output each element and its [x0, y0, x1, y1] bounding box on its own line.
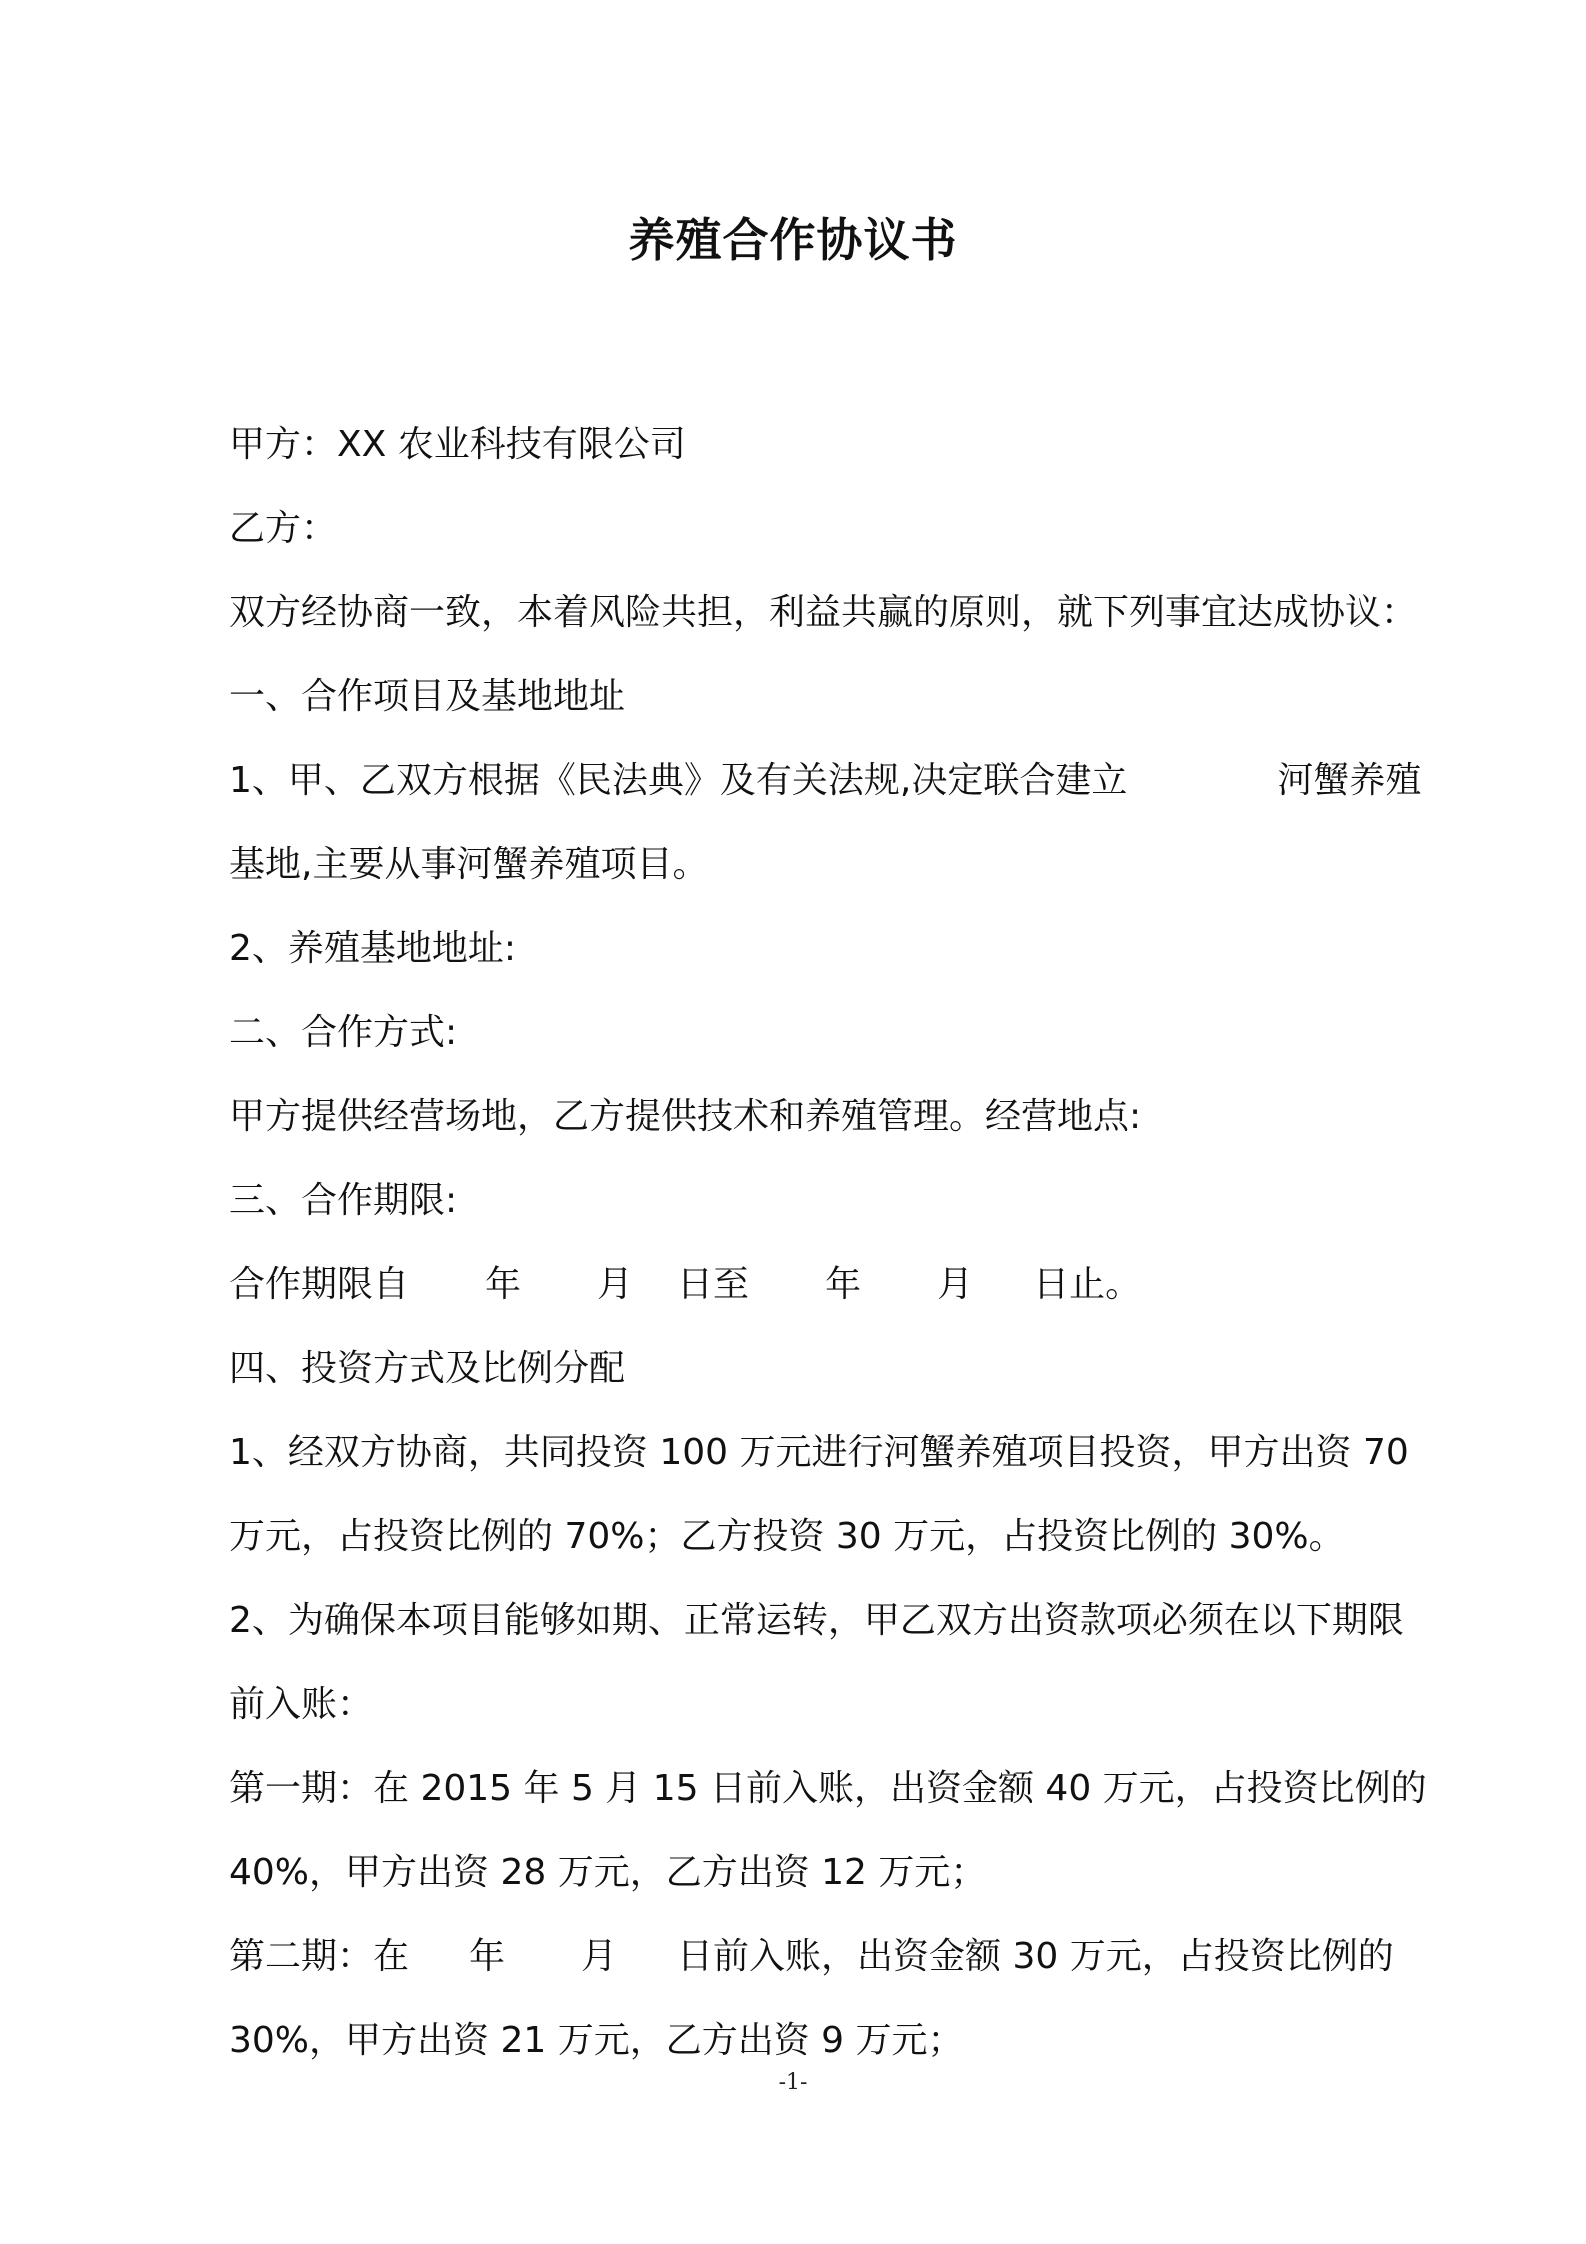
- item-4-1-line: 1、经双方协商，共同投资 100 万元进行河蟹养殖项目投资，甲方出资 70: [229, 1432, 1409, 1473]
- term-line: [229, 1243, 1449, 1327]
- item-1-1-text-end: 河蟹养殖: [1277, 760, 1422, 801]
- phase-2-continued: 30%，甲方出资 21 万元，乙方出资 9 万元；: [229, 2020, 964, 2061]
- page-number: -1-: [778, 2070, 808, 2095]
- document-body: [229, 403, 1449, 2083]
- item-4-1-continued: 万元，占投资比例的 70%；乙方投资 30 万元，占投资比例的 30%。: [229, 1516, 1345, 1557]
- phase-2-prefix: 第二期：在: [229, 1936, 410, 1977]
- phase-2-year: 年: [469, 1936, 506, 1977]
- item-1-1-continued: 基地,主要从事河蟹养殖项目。: [229, 844, 709, 885]
- term-day-end: 日止。: [1033, 1264, 1142, 1305]
- document-title: 养殖合作协议书: [628, 213, 958, 267]
- term-prefix: 合作期限自: [229, 1264, 410, 1305]
- phase-2-month: 月: [581, 1936, 618, 1977]
- phase-2-rest: 日前入账，出资金额 30 万元，占投资比例的: [677, 1936, 1394, 1977]
- term-day-to: 日至: [677, 1264, 750, 1305]
- preamble-line: 双方经协商一致，本着风险共担，利益共赢的原则，就下列事宜达成协议：: [229, 592, 1418, 633]
- term-month-start: 月: [597, 1264, 634, 1305]
- section-4-heading: 四、投资方式及比例分配: [229, 1348, 626, 1389]
- term-year-start: 年: [485, 1264, 522, 1305]
- party-b-line: 乙方：: [229, 508, 338, 549]
- section-2-heading: 二、合作方式:: [229, 1012, 458, 1053]
- section-3-heading: 三、合作期限:: [229, 1180, 458, 1221]
- item-4-2-line: 2、为确保本项目能够如期、正常运转，甲乙双方出资款项必须在以下期限: [229, 1600, 1404, 1641]
- party-a-line: 甲方：XX 农业科技有限公司: [229, 424, 686, 465]
- item-1-2-line: 2、养殖基地地址:: [229, 928, 517, 969]
- phase-1-line: 第一期：在 2015 年 5 月 15 日前入账，出资金额 40 万元，占投资比例的: [229, 1768, 1427, 1809]
- item-1-1-line: [229, 739, 1449, 823]
- item-1-1-text: 1、甲、乙双方根据《民法典》及有关法规,决定联合建立: [229, 760, 1128, 801]
- section-1-heading: 一、合作项目及基地地址: [229, 676, 626, 717]
- item-4-2-continued: 前入账：: [229, 1684, 374, 1725]
- phase-2-line: [229, 1915, 1449, 1999]
- term-year-end: 年: [825, 1264, 862, 1305]
- term-month-end: 月: [937, 1264, 974, 1305]
- phase-1-continued: 40%，甲方出资 28 万元，乙方出资 12 万元；: [229, 1852, 987, 1893]
- section-2-text: 甲方提供经营场地，乙方提供技术和养殖管理。经营地点:: [229, 1096, 1142, 1137]
